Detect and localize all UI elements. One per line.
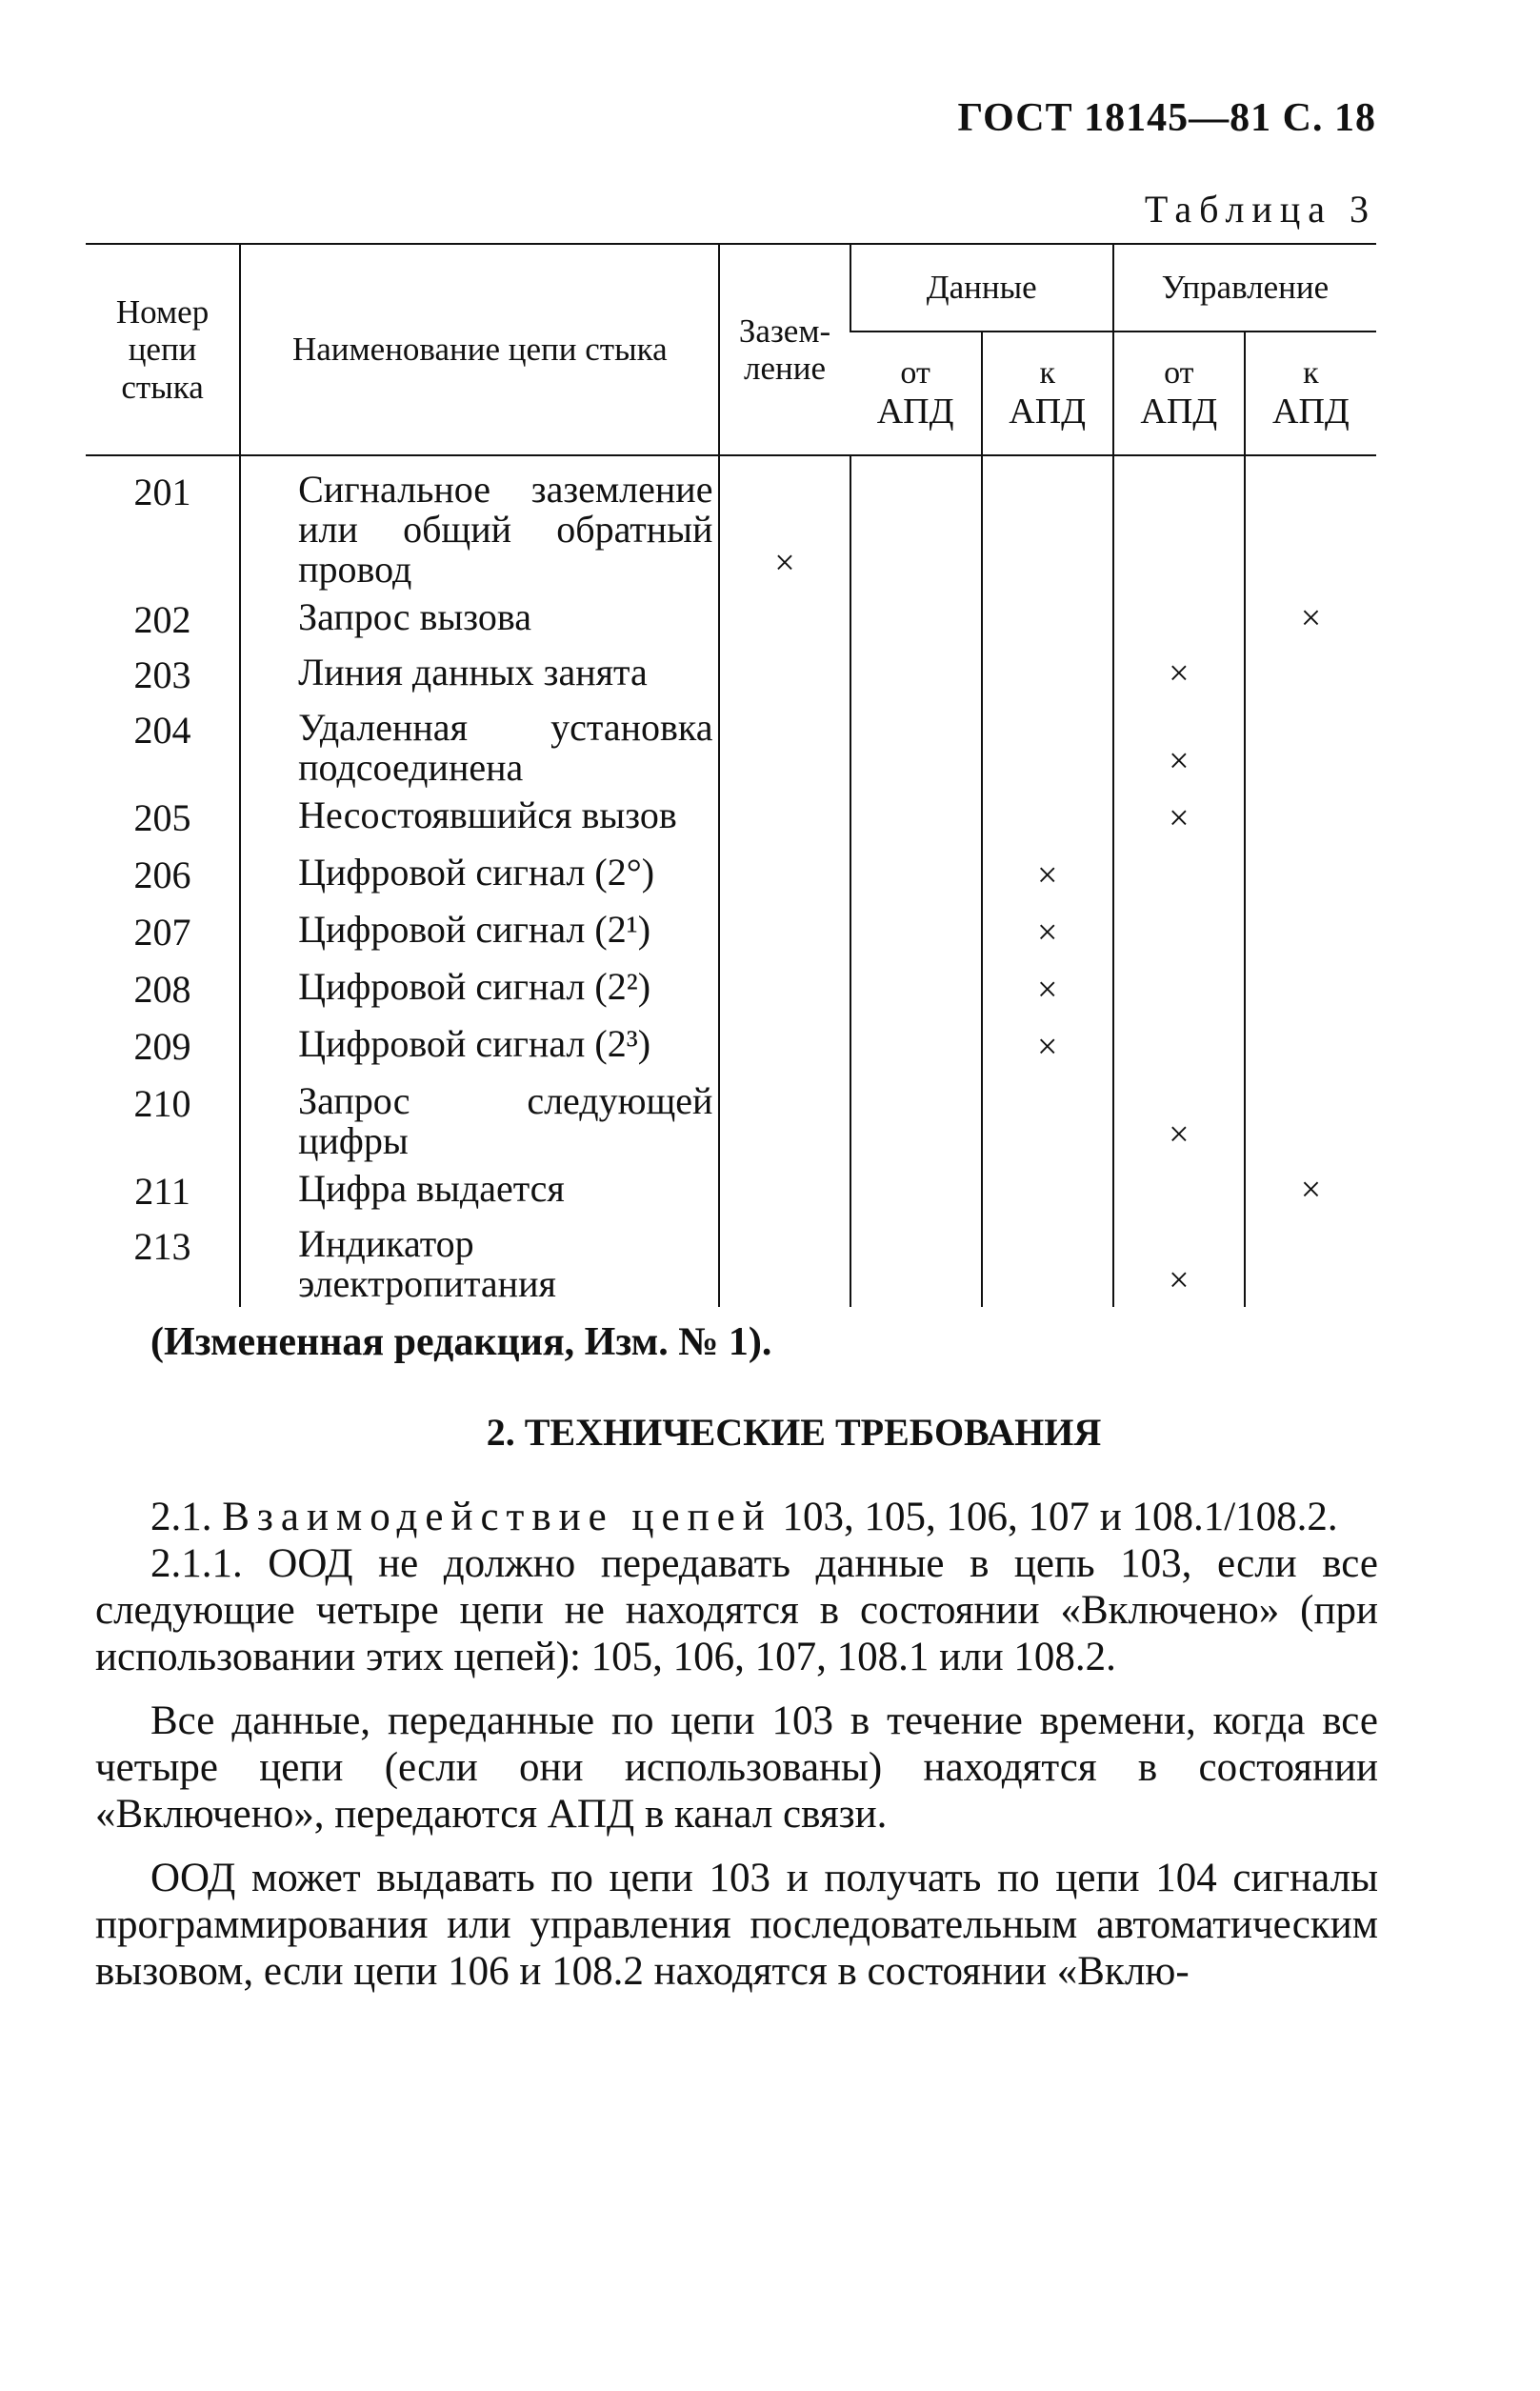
row-name: Запрос вызова — [240, 590, 719, 645]
table-row — [86, 590, 1376, 645]
row-number: 207 — [133, 911, 191, 954]
table-row — [86, 1016, 1376, 1074]
table-row — [86, 645, 1376, 700]
control-to-mark — [1245, 645, 1376, 700]
data-from-mark — [850, 700, 982, 788]
header-name: Наименование цепи стыка — [240, 244, 719, 455]
ground-mark — [719, 1161, 850, 1216]
control-from-mark — [1113, 1161, 1245, 1216]
row-number: 206 — [133, 854, 191, 896]
control-to-mark — [1245, 700, 1376, 788]
ground-mark — [719, 788, 850, 845]
data-to-mark: × — [982, 845, 1113, 902]
control-from-mark — [1113, 845, 1245, 902]
control-to-mark — [1245, 1074, 1376, 1161]
control-from-mark — [1113, 455, 1245, 590]
row-number: 203 — [133, 653, 191, 696]
circuits-table — [86, 243, 1376, 1307]
table-row — [86, 959, 1376, 1016]
data-from-mark — [850, 1161, 982, 1216]
data-from-mark — [850, 1074, 982, 1161]
control-from-mark: × — [1113, 645, 1245, 700]
header-number: Номер цепи стыка — [86, 244, 240, 455]
control-from-mark: × — [1113, 1074, 1245, 1161]
table-row — [86, 788, 1376, 845]
control-from-mark: × — [1113, 788, 1245, 845]
data-from-mark — [850, 788, 982, 845]
data-to-mark — [982, 590, 1113, 645]
data-to-mark: × — [982, 959, 1113, 1016]
row-name: Несостоявшийся вызов — [240, 788, 719, 845]
control-from-mark — [1113, 902, 1245, 959]
amendment-note: (Измененная редакция, Изм. № 1). — [150, 1320, 772, 1364]
row-number: 201 — [133, 471, 191, 513]
ground-mark — [719, 845, 850, 902]
ground-mark: × — [719, 455, 850, 590]
control-to-mark — [1245, 845, 1376, 902]
data-to-mark — [982, 788, 1113, 845]
page-header: ГОСТ 18145—81 С. 18 — [957, 96, 1376, 140]
row-number: 209 — [133, 1025, 191, 1068]
row-number: 202 — [133, 598, 191, 641]
section-title: 2. ТЕХНИЧЕСКИЕ ТРЕБОВАНИЯ — [486, 1411, 1102, 1454]
row-name: Сигнальное заземление или общий обратный провод — [240, 455, 719, 590]
data-from-mark — [850, 590, 982, 645]
control-to-mark — [1245, 455, 1376, 590]
data-to-mark: × — [982, 902, 1113, 959]
row-name: Индикатор электропитания — [240, 1216, 719, 1307]
header-ground: Зазем-ление — [719, 244, 850, 455]
row-number: 211 — [134, 1170, 190, 1213]
data-to-mark — [982, 1161, 1113, 1216]
row-number: 208 — [133, 968, 191, 1011]
data-from-mark — [850, 959, 982, 1016]
paragraph-all-data: Все данные, переданные по цепи 103 в течение времени, когда все четыре цепи (если они использованы) находятся в состоянии «Включено», передаются АПД в канал связи. — [95, 1698, 1378, 1837]
control-to-mark: × — [1245, 1161, 1376, 1216]
data-to-mark — [982, 700, 1113, 788]
table-row — [86, 1161, 1376, 1216]
section-body — [95, 1494, 1378, 1995]
header-control-to: к АПД — [1245, 332, 1376, 455]
table-row — [86, 1074, 1376, 1161]
data-to-mark — [982, 1074, 1113, 1161]
control-from-mark: × — [1113, 700, 1245, 788]
data-from-mark — [850, 1216, 982, 1307]
ground-mark — [719, 1016, 850, 1074]
header-control-group: Управление — [1113, 244, 1376, 332]
row-name: Линия данных занята — [240, 645, 719, 700]
control-to-mark — [1245, 959, 1376, 1016]
ground-mark — [719, 1074, 850, 1161]
control-from-mark — [1113, 1016, 1245, 1074]
data-from-mark — [850, 845, 982, 902]
row-name: Цифровой сигнал (2²) — [240, 959, 719, 1016]
ground-mark — [719, 902, 850, 959]
control-from-mark — [1113, 590, 1245, 645]
control-to-mark — [1245, 1016, 1376, 1074]
paragraph-2-1: 2.1. Взаимодействие цепей 103, 105, 106, 107 и 108.1/108.2. — [150, 1495, 1338, 1539]
ground-mark — [719, 700, 850, 788]
data-to-mark — [982, 1216, 1113, 1307]
header-control-from: от АПД — [1113, 332, 1245, 455]
ground-mark — [719, 590, 850, 645]
header-data-to: к АПД — [982, 332, 1113, 455]
row-name: Цифровой сигнал (2°) — [240, 845, 719, 902]
row-name: Цифра выдается — [240, 1161, 719, 1216]
ground-mark — [719, 959, 850, 1016]
table-row — [86, 902, 1376, 959]
data-to-mark — [982, 645, 1113, 700]
row-number: 210 — [133, 1082, 191, 1125]
row-number: 204 — [133, 709, 191, 752]
paragraph-2-1-1: 2.1.1. ООД не должно передавать данные в цепь 103, если все следующие четыре цепи не находятся в состоянии «Включено» (при использовании этих цепей): 105, 106, 107, 108.1 или 108.2. — [95, 1541, 1378, 1679]
row-name: Удаленная установка подсоединена — [240, 700, 719, 788]
control-to-mark — [1245, 902, 1376, 959]
data-from-mark — [850, 455, 982, 590]
header-data-group: Данные — [850, 244, 1113, 332]
ground-mark — [719, 1216, 850, 1307]
control-to-mark — [1245, 1216, 1376, 1307]
control-from-mark — [1113, 959, 1245, 1016]
paragraph-ood-control: ООД может выдавать по цепи 103 и получать по цепи 104 сигналы программирования или управления последовательным автоматическим вызовом, если цепи 106 и 108.2 находятся в состоянии «Вклю- — [95, 1856, 1378, 1994]
row-number: 213 — [133, 1225, 191, 1268]
data-to-mark — [982, 455, 1113, 590]
table-row — [86, 700, 1376, 788]
table-caption: Таблица 3 — [1144, 188, 1376, 231]
control-to-mark — [1245, 788, 1376, 845]
row-name: Запрос следующей цифры — [240, 1074, 719, 1161]
control-from-mark: × — [1113, 1216, 1245, 1307]
data-from-mark — [850, 902, 982, 959]
row-name: Цифровой сигнал (2¹) — [240, 902, 719, 959]
row-number: 205 — [133, 796, 191, 839]
row-name: Цифровой сигнал (2³) — [240, 1016, 719, 1074]
data-from-mark — [850, 645, 982, 700]
data-from-mark — [850, 1016, 982, 1074]
data-to-mark: × — [982, 1016, 1113, 1074]
table-row — [86, 845, 1376, 902]
ground-mark — [719, 645, 850, 700]
header-data-from: от АПД — [850, 332, 982, 455]
control-to-mark: × — [1245, 590, 1376, 645]
table-row — [86, 1216, 1376, 1307]
table-row — [86, 455, 1376, 590]
